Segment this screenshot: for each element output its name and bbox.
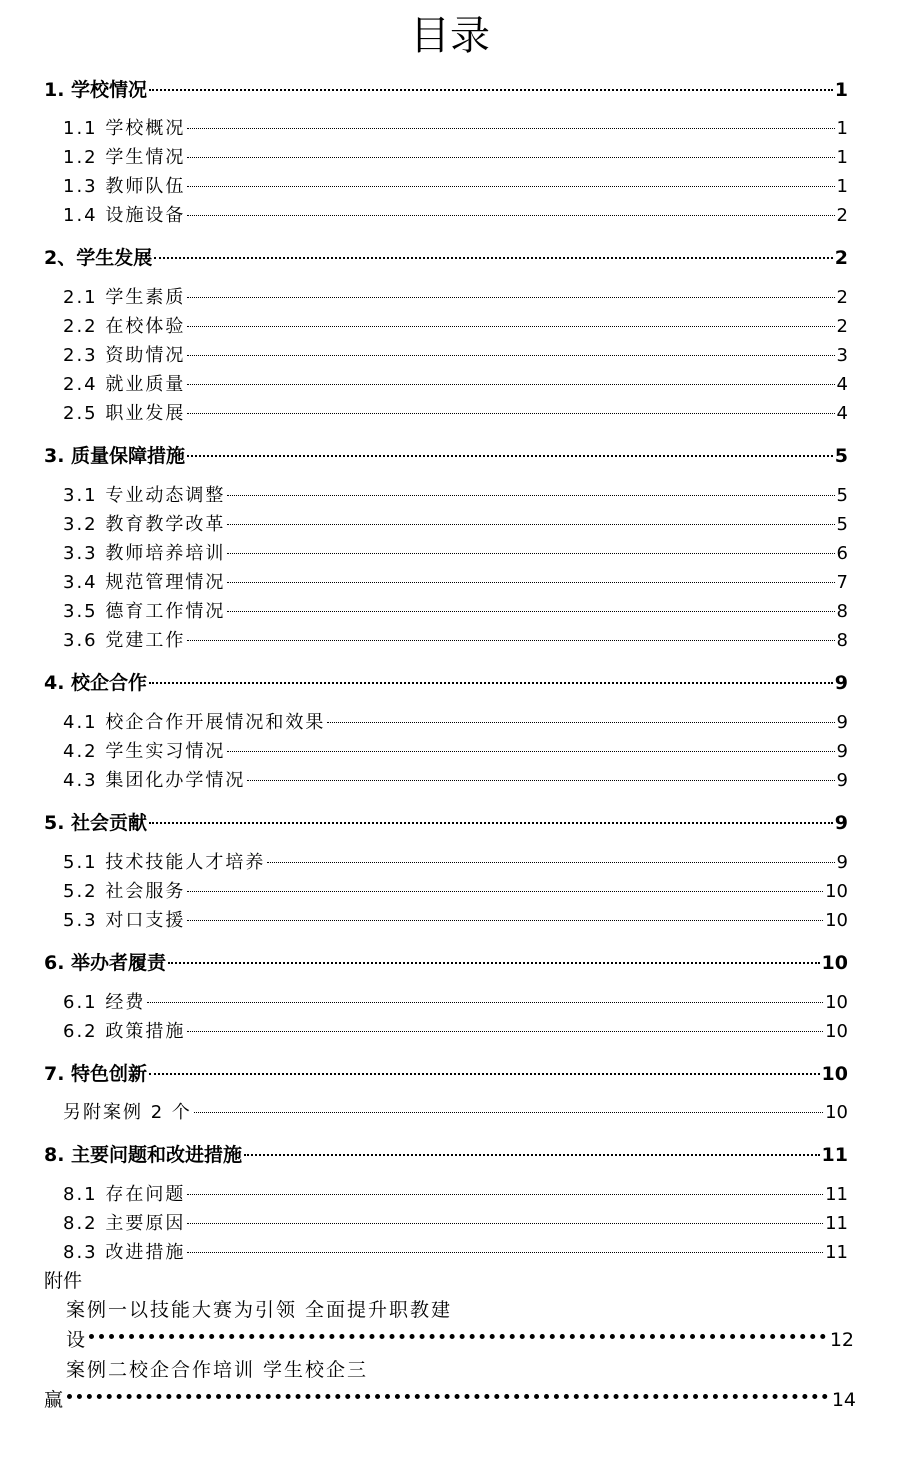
toc-entry-6-1[interactable] (63, 990, 848, 1018)
annex-case-1-title-end: 设 (66, 1329, 86, 1351)
toc-page-number: 8 (836, 630, 848, 651)
toc-entry-2-5[interactable] (63, 401, 848, 429)
toc-label: 2.1 学生素质 (63, 287, 186, 308)
toc-page-number: 6 (836, 543, 848, 564)
dot-leader (149, 682, 833, 684)
toc-page-number: 11 (825, 1184, 848, 1205)
dot-leader (227, 553, 834, 554)
page-title: 目录 (410, 13, 490, 59)
toc-label: 5. 社会贡献 (44, 812, 148, 834)
toc-entry-3-4[interactable] (63, 570, 848, 598)
toc-label: 5.1 技术技能人才培养 (63, 852, 266, 873)
dot-leader (244, 1154, 819, 1156)
toc-label: 4. 校企合作 (44, 672, 148, 694)
toc-label: 另附案例 2 个 (63, 1102, 192, 1123)
toc-page-number: 10 (821, 952, 848, 974)
annex-case-1-title[interactable]: 案例一以技能大赛为引领 全面提升职教建 (66, 1299, 453, 1321)
toc-section-7[interactable] (44, 1060, 848, 1088)
annex-case-2-title-end: 赢 (44, 1389, 64, 1411)
toc-label: 1.4 设施设备 (63, 205, 186, 226)
toc-page-number: 9 (836, 852, 848, 873)
dot-leader (187, 455, 833, 457)
toc-label: 3.2 教育教学改革 (63, 514, 226, 535)
toc-label: 3.5 德育工作情况 (63, 601, 226, 622)
toc-page-number: 5 (834, 445, 848, 467)
dot-leader (187, 326, 834, 327)
toc-entry-1-2[interactable] (63, 145, 848, 173)
dot-leader (227, 524, 834, 525)
toc-entry-3-6[interactable] (63, 628, 848, 656)
dot-leader (187, 128, 834, 129)
toc-label: 1.2 学生情况 (63, 147, 186, 168)
dot-leader (194, 1112, 823, 1113)
toc-label: 4.3 集团化办学情况 (63, 770, 246, 791)
toc-label: 4.1 校企合作开展情况和效果 (63, 712, 326, 733)
toc-page-number: 4 (836, 403, 848, 424)
dot-leader (227, 611, 834, 612)
toc-section-4[interactable] (44, 669, 848, 697)
toc-label: 6.2 政策措施 (63, 1021, 186, 1042)
toc-section-5[interactable] (44, 809, 848, 837)
toc-label: 3.6 党建工作 (63, 630, 186, 651)
toc-page-number: 10 (825, 1102, 848, 1123)
dot-leader (327, 722, 834, 723)
dot-leader (227, 495, 834, 496)
dot-leader (187, 355, 834, 356)
toc-label: 3. 质量保障措施 (44, 445, 186, 467)
toc-page-number: 11 (825, 1242, 848, 1263)
toc-entry-3-1[interactable] (63, 483, 848, 511)
toc-label: 8.2 主要原因 (63, 1213, 186, 1234)
toc-entry-8-1[interactable] (63, 1182, 848, 1210)
annex-case-2-title[interactable]: 案例二校企合作培训 学生校企三 (66, 1359, 369, 1381)
toc-entry-3-2[interactable] (63, 512, 848, 540)
toc-page-number: 9 (836, 712, 848, 733)
toc-entry-3-5[interactable] (63, 599, 848, 627)
toc-label: 3.3 教师培养培训 (63, 543, 226, 564)
toc-page-number: 14 (831, 1389, 856, 1411)
toc-page-number: 5 (836, 485, 848, 506)
toc-label: 5.3 对口支援 (63, 910, 186, 931)
toc-entry-5-2[interactable] (63, 879, 848, 907)
toc-page-number: 1 (834, 79, 848, 101)
dot-leader (247, 780, 834, 781)
toc-page-number: 2 (836, 316, 848, 337)
toc-entry-1-1[interactable] (63, 116, 848, 144)
toc-entry-1-3[interactable] (63, 174, 848, 202)
toc-page-number: 5 (836, 514, 848, 535)
toc-section-1[interactable] (44, 76, 848, 104)
dot-leader (149, 822, 833, 824)
dot-leader (187, 413, 834, 414)
dot-leader (187, 215, 834, 216)
toc-section-3[interactable] (44, 442, 848, 470)
toc-page-number: 1 (836, 147, 848, 168)
toc-entry-2-3[interactable] (63, 343, 848, 371)
toc-label: 7. 特色创新 (44, 1063, 148, 1085)
dot-leader (149, 1073, 819, 1075)
toc-page-number: 7 (836, 572, 848, 593)
toc-label: 2.2 在校体验 (63, 316, 186, 337)
toc-entry-8-2[interactable] (63, 1211, 848, 1239)
toc-label: 6.1 经费 (63, 992, 146, 1013)
toc-section-8[interactable] (44, 1141, 848, 1169)
toc-page-number: 8 (836, 601, 848, 622)
toc-page-number: 10 (825, 881, 848, 902)
toc-label: 4.2 学生实习情况 (63, 741, 226, 762)
toc-page-number: 4 (836, 374, 848, 395)
annex-case-1-entry[interactable] (66, 1326, 854, 1354)
toc-page-number: 2 (834, 247, 848, 269)
toc-section-6[interactable] (44, 949, 848, 977)
dot-leader (168, 962, 819, 964)
toc-entry-5-3[interactable] (63, 908, 848, 936)
toc-page-number: 10 (821, 1063, 848, 1085)
toc-page-number: 11 (821, 1144, 848, 1166)
toc-entry-8-3[interactable] (63, 1240, 848, 1268)
annex-heading: 附件 (44, 1270, 83, 1292)
toc-label: 2、学生发展 (44, 247, 153, 269)
toc-entry-4-1[interactable] (63, 710, 848, 738)
dot-leader (227, 751, 834, 752)
dot-leader (67, 1394, 828, 1399)
toc-page-number: 11 (825, 1213, 848, 1234)
toc-label: 8.3 改进措施 (63, 1242, 186, 1263)
toc-label: 1.1 学校概况 (63, 118, 186, 139)
toc-label: 6. 举办者履责 (44, 952, 167, 974)
toc-section-2[interactable] (44, 244, 848, 272)
toc-entry-6-2[interactable] (63, 1019, 848, 1047)
toc-entry-4-3[interactable] (63, 768, 848, 796)
toc-page-number: 10 (825, 1021, 848, 1042)
dot-leader (147, 1002, 823, 1003)
toc-label: 3.4 规范管理情况 (63, 572, 226, 593)
dot-leader (267, 862, 834, 863)
toc-page-number: 2 (836, 205, 848, 226)
toc-page-number: 10 (825, 910, 848, 931)
toc-label: 5.2 社会服务 (63, 881, 186, 902)
dot-leader (187, 640, 834, 641)
toc-label: 1. 学校情况 (44, 79, 148, 101)
toc-entry-5-1[interactable] (63, 850, 848, 878)
toc-label: 1.3 教师队伍 (63, 176, 186, 197)
toc-entry-1-4[interactable] (63, 203, 848, 231)
toc-label: 2.3 资助情况 (63, 345, 186, 366)
toc-label: 2.4 就业质量 (63, 374, 186, 395)
toc-page-number: 1 (836, 118, 848, 139)
toc-entry-2-1[interactable] (63, 285, 848, 313)
dot-leader (187, 891, 823, 892)
toc-page-number: 9 (834, 672, 848, 694)
toc-entry-2-4[interactable] (63, 372, 848, 400)
dot-leader (187, 1031, 823, 1032)
toc-entry-2-2[interactable] (63, 314, 848, 342)
toc-page-number: 10 (825, 992, 848, 1013)
toc-page-number: 12 (829, 1329, 854, 1351)
toc-label: 3.1 专业动态调整 (63, 485, 226, 506)
dot-leader (154, 257, 833, 259)
dot-leader (187, 384, 834, 385)
dot-leader (187, 157, 834, 158)
dot-leader (187, 1194, 823, 1195)
toc-page-number: 9 (836, 741, 848, 762)
toc-label: 8.1 存在问题 (63, 1184, 186, 1205)
toc-entry-4-2[interactable] (63, 739, 848, 767)
dot-leader (187, 297, 834, 298)
toc-entry-7-cases[interactable] (63, 1100, 848, 1128)
toc-page-number: 9 (836, 770, 848, 791)
toc-label: 2.5 职业发展 (63, 403, 186, 424)
dot-leader (227, 582, 834, 583)
toc-page-number: 1 (836, 176, 848, 197)
toc-page-number: 3 (836, 345, 848, 366)
annex-case-2-entry[interactable] (44, 1386, 856, 1414)
dot-leader (187, 920, 823, 921)
toc-page-number: 9 (834, 812, 848, 834)
dot-leader (187, 1252, 823, 1253)
dot-leader (89, 1334, 826, 1339)
dot-leader (187, 1223, 823, 1224)
toc-page-number: 2 (836, 287, 848, 308)
toc-entry-3-3[interactable] (63, 541, 848, 569)
dot-leader (149, 89, 833, 91)
toc-label: 8. 主要问题和改进措施 (44, 1144, 243, 1166)
dot-leader (187, 186, 834, 187)
